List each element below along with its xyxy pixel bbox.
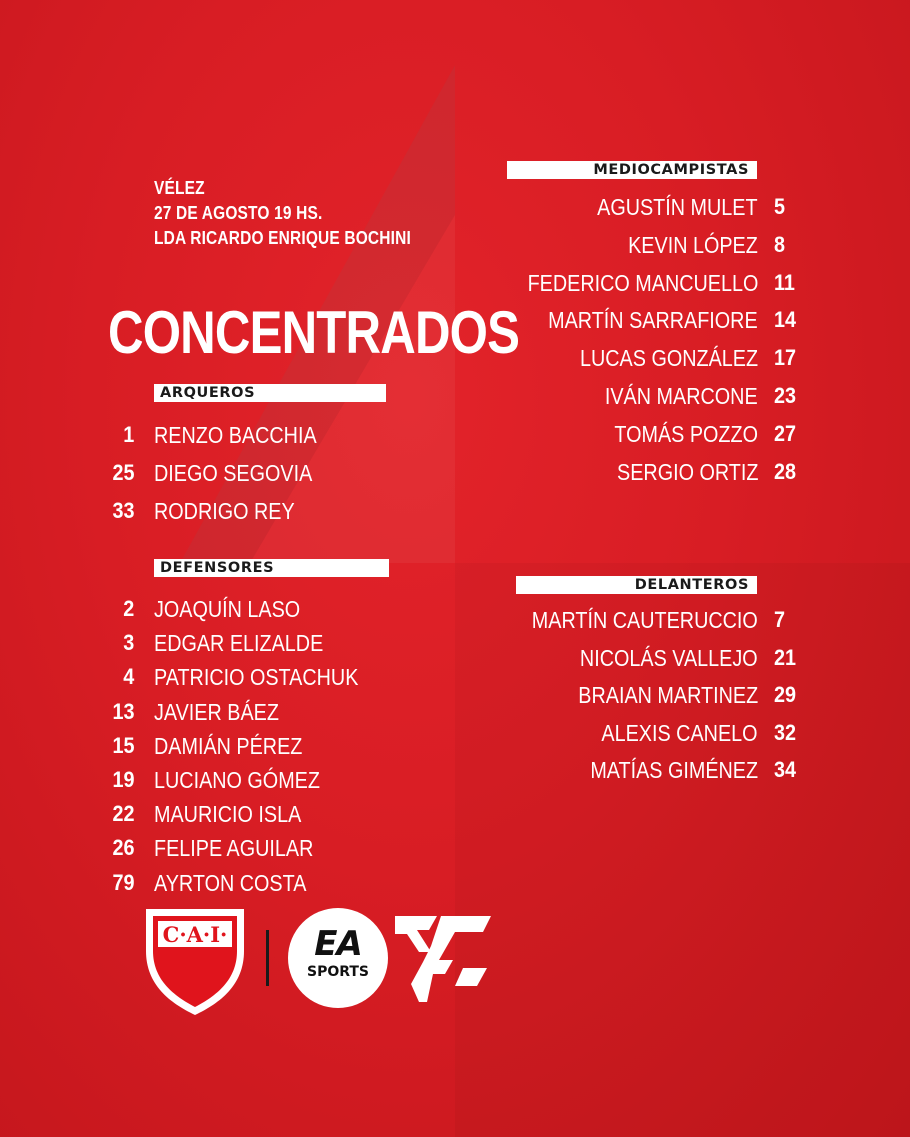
player-number: 25 [111, 460, 134, 485]
player-name: NICOLÁS VALLEJO [580, 644, 758, 671]
player-name: IVÁN MARCONE [605, 383, 758, 409]
player-number: 15 [111, 732, 134, 758]
player-number: 33 [111, 498, 134, 523]
player-number: 3 [122, 630, 134, 656]
player-name: LUCIANO GÓMEZ [154, 767, 320, 793]
player-row [0, 417, 910, 451]
logo-divider [266, 930, 269, 986]
player-row [0, 190, 910, 224]
player-name: DAMIÁN PÉREZ [154, 732, 303, 759]
player-number: 17 [774, 345, 797, 371]
player-row [0, 379, 910, 413]
player-name: DIEGO SEGOVIA [154, 460, 313, 486]
player-name: JOAQUÍN LASO [154, 596, 301, 622]
player-number: 11 [774, 269, 795, 295]
section-label-delanteros: DELANTEROS [516, 576, 757, 594]
player-name: AYRTON COSTA [154, 869, 307, 896]
match-datetime: 27 DE AGOSTO 19 HS. [154, 203, 323, 223]
player-row [0, 603, 910, 637]
player-name: FEDERICO MANCUELLO [527, 269, 758, 296]
player-number: 8 [774, 231, 786, 257]
cai-crest-icon [142, 905, 248, 1017]
player-name: FELIPE AGUILAR [154, 835, 314, 862]
player-number: 19 [111, 767, 134, 792]
player-name: LUCAS GONZÁLEZ [579, 345, 758, 372]
player-number: 7 [774, 607, 786, 632]
player-number: 21 [774, 644, 797, 670]
player-number: 5 [774, 194, 786, 219]
ea-logo-subtext: SPORTS [306, 964, 370, 980]
player-name: RENZO BACCHIA [154, 422, 317, 448]
player-number: 79 [111, 869, 134, 895]
player-row [0, 831, 910, 865]
player-name: BRAIAN MARTINEZ [578, 682, 758, 709]
player-number: 28 [774, 458, 797, 484]
player-name: RODRIGO REY [154, 498, 295, 524]
player-row [0, 494, 910, 528]
player-name: TOMÁS POZZO [614, 420, 758, 447]
player-name: MATÍAS GIMÉNEZ [590, 757, 758, 784]
player-row [0, 753, 910, 787]
player-name: PATRICIO OSTACHUK [154, 664, 359, 691]
player-name: MARTÍN CAUTERUCCIO [531, 607, 758, 633]
player-name: EDGAR ELIZALDE [154, 630, 324, 657]
player-name: ALEXIS CANELO [601, 719, 758, 746]
player-number: 13 [111, 698, 134, 724]
player-name: MAURICIO ISLA [154, 801, 302, 828]
ea-sports-icon [288, 908, 388, 1008]
player-row [0, 678, 910, 712]
player-row [0, 341, 910, 375]
player-number: 4 [122, 664, 134, 690]
match-venue: LDA RICARDO ENRIQUE BOCHINI [154, 228, 411, 248]
player-number: 26 [111, 835, 134, 861]
section-label-arqueros: ARQUEROS [154, 384, 386, 402]
player-number: 34 [774, 757, 797, 783]
player-name: MARTÍN SARRAFIORE [548, 307, 758, 334]
match-rival: VÉLEZ [154, 178, 205, 198]
ea-logo-text: EA [314, 924, 362, 964]
player-number: 2 [122, 596, 134, 621]
player-row [0, 303, 910, 337]
section-label-defensores: DEFENSORES [154, 559, 389, 577]
player-number: 23 [774, 383, 797, 408]
player-number: 27 [774, 420, 797, 446]
player-row [0, 266, 910, 300]
section-label-mediocampistas: MEDIOCAMPISTAS [507, 161, 757, 179]
player-row [0, 641, 910, 675]
cai-crest-text: C·A·I· [162, 922, 228, 947]
page-title: CONCENTRADOS [108, 299, 520, 366]
player-row [0, 716, 910, 750]
fc-logo-icon [393, 912, 493, 1006]
player-number: 14 [774, 307, 797, 333]
player-number: 22 [111, 801, 134, 827]
player-row [0, 866, 910, 900]
player-name: AGUSTÍN MULET [597, 194, 758, 220]
player-number: 29 [774, 682, 797, 708]
player-name: JAVIER BÁEZ [154, 698, 279, 725]
player-row [0, 455, 910, 489]
player-row [0, 797, 910, 831]
player-name: SERGIO ORTIZ [616, 458, 758, 485]
player-number: 32 [774, 719, 797, 745]
player-number: 1 [122, 422, 134, 447]
player-row [0, 228, 910, 262]
player-name: KEVIN LÓPEZ [628, 231, 758, 258]
